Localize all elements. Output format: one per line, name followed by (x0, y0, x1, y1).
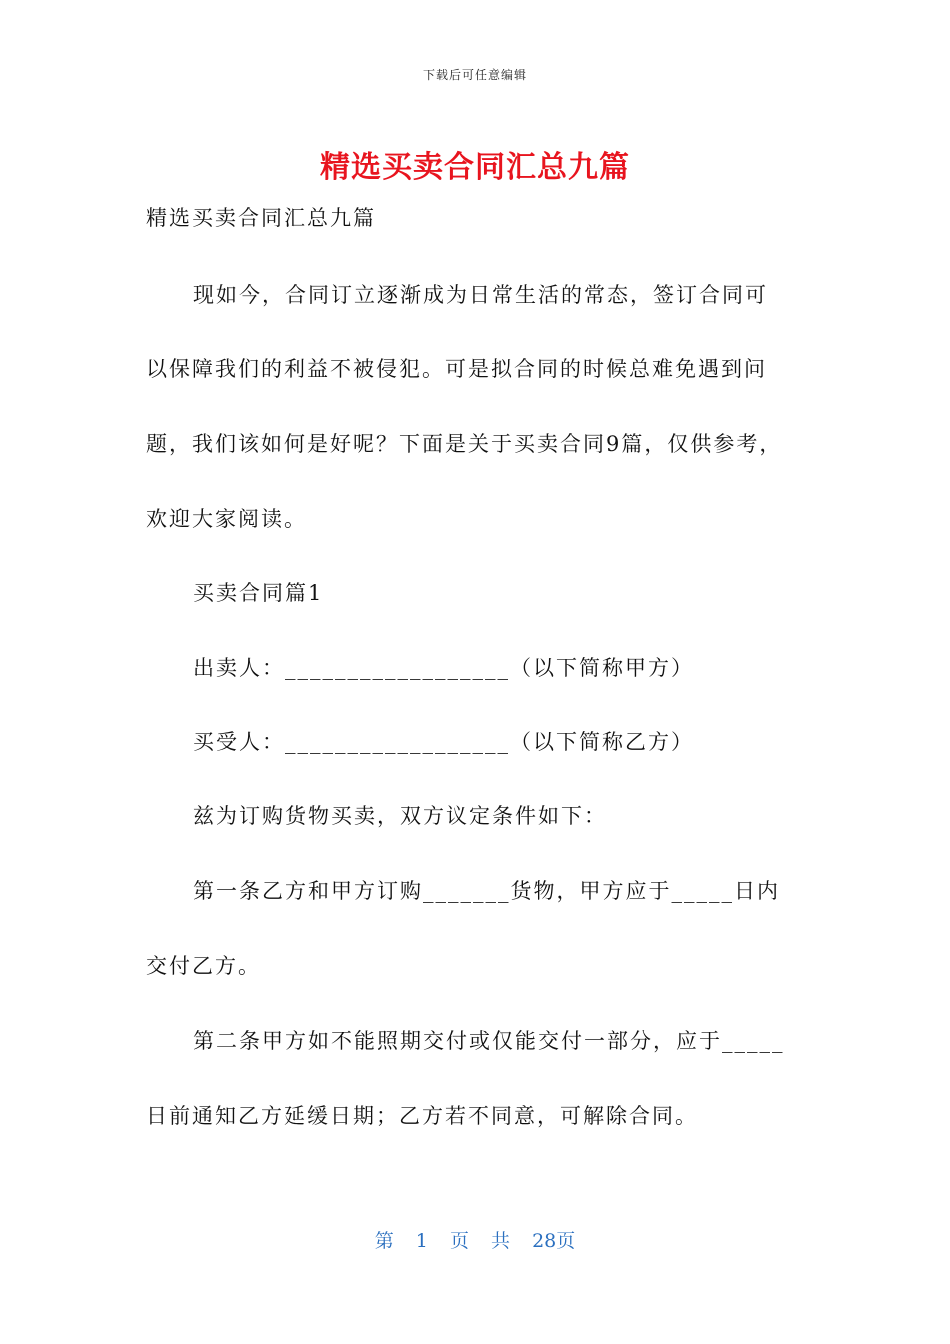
intro-line-1: 现如今，合同订立逐渐成为日常生活的常态，签订合同可 (193, 283, 768, 307)
seller-line: 出卖人：__________________（以下简称甲方） (193, 656, 694, 680)
article2-line-2: 日前通知乙方延缓日期；乙方若不同意，可解除合同。 (146, 1104, 698, 1128)
article1-line-2: 交付乙方。 (146, 954, 261, 978)
intro-line-4: 欢迎大家阅读。 (146, 507, 307, 531)
footer-current-page: 1 (415, 1230, 428, 1252)
section-heading: 买卖合同篇1 (193, 581, 324, 605)
intro-line-2: 以保障我们的利益不被侵犯。可是拟合同的时候总难免遇到问 (146, 357, 767, 381)
page-footer (0, 1226, 950, 1253)
article1-line-1: 第一条乙方和甲方订购_______货物，甲方应于_____日内 (193, 879, 780, 903)
document-subtitle: 精选买卖合同汇总九篇 (146, 206, 376, 230)
document-title: 精选买卖合同汇总九篇 (320, 150, 630, 185)
article2-line-1: 第二条甲方如不能照期交付或仅能交付一部分，应于_____ (193, 1029, 785, 1053)
footer-total-pages: 28页 (532, 1230, 576, 1252)
footer-prefix: 第 (374, 1230, 394, 1252)
header-note: 下载后可任意编辑 (422, 68, 527, 82)
buyer-line: 买受人：__________________（以下简称乙方） (193, 730, 694, 754)
intro-line-3: 题，我们该如何是好呢？下面是关于买卖合同9篇，仅供参考， (146, 432, 783, 456)
footer-page-word: 页 (449, 1230, 469, 1252)
preamble-line: 兹为订购货物买卖，双方议定条件如下： (193, 804, 607, 828)
footer-total-prefix: 共 (491, 1230, 511, 1252)
